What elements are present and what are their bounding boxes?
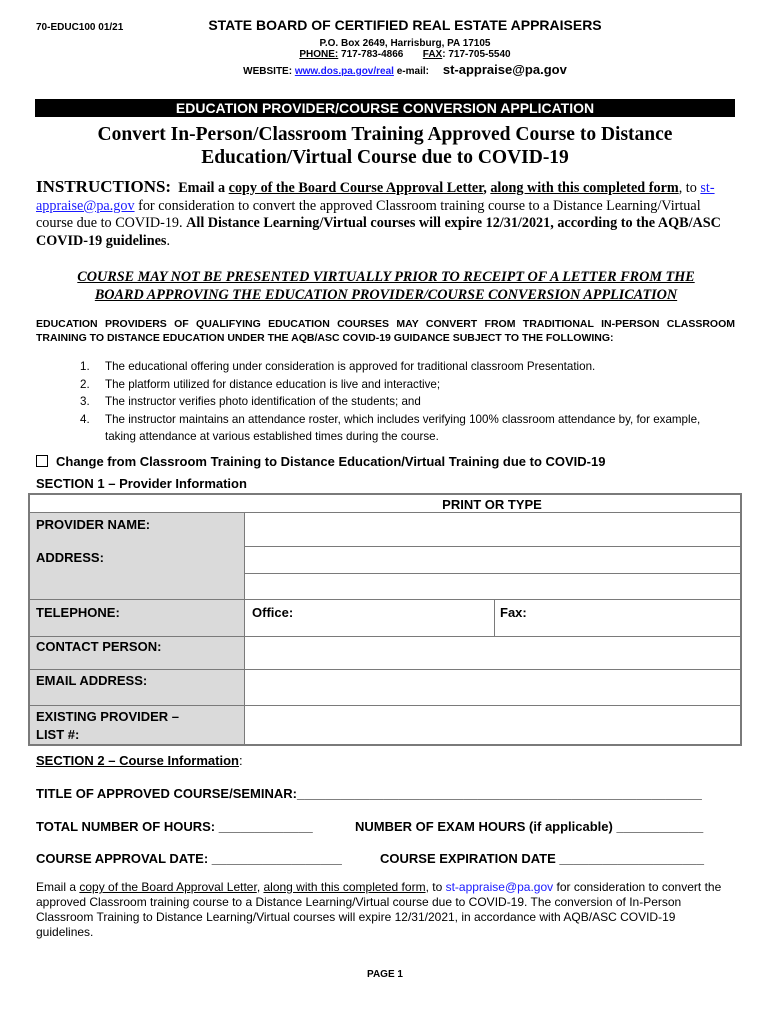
total-hours-field[interactable]: TOTAL NUMBER OF HOURS: _____________ xyxy=(36,819,313,834)
change-option-label: Change from Classroom Training to Distance Education/Virtual Training due to COVID-19 xyxy=(56,454,606,469)
print-or-type: PRINT OR TYPE xyxy=(442,497,542,512)
footer-text: copy of the Board Approval Letter xyxy=(79,880,257,894)
email-label: e-mail: xyxy=(396,66,429,77)
website-line xyxy=(150,62,660,77)
page-number: PAGE 1 xyxy=(367,969,403,980)
instructions-text: . xyxy=(166,232,171,249)
contact-person-field[interactable] xyxy=(246,638,739,668)
list-item xyxy=(80,393,730,411)
providers-note: EDUCATION PROVIDERS OF QUALIFYING EDUCATION COURSES MAY CONVERT FROM TRADITIONAL IN-PERSON CLASSROOM TRAINING TO DISTANCE EDUCATION UNDER THE AQB/ASC COVID-19 GUIDANCE SUBJECT TO THE FOLLOWING: xyxy=(36,318,735,344)
warning-line-2: BOARD APPROVING THE EDUCATION PROVIDER/COURSE CONVERSION APPLICATION xyxy=(94,287,678,303)
footer-text: along with this completed form xyxy=(263,880,426,894)
list-number: 3. xyxy=(80,395,90,408)
office-label: Office: xyxy=(252,605,294,620)
instructions-text: Email a xyxy=(178,180,229,196)
fax-label: Fax: xyxy=(500,605,527,620)
conditions-list xyxy=(80,358,730,446)
change-checkbox[interactable] xyxy=(36,455,48,467)
instructions-text: for consideration to convert the approved Classroom training course to a Distance Learning/Virtual course due to COVID-19. xyxy=(36,197,701,231)
instructions xyxy=(36,178,736,250)
provider-name-field[interactable] xyxy=(246,514,739,545)
list-text: The platform utilized for distance education is live and interactive; xyxy=(105,377,441,391)
email-address-field[interactable] xyxy=(246,671,739,704)
list-item xyxy=(80,376,730,394)
instructions-text: All Distance Learning/Virtual courses will expire 12/31/2021, according to the AQB/ASC COVID-19 guidelines xyxy=(36,215,721,249)
warning-notice xyxy=(36,268,736,304)
footer-email-link[interactable]: st-appraise@pa.gov xyxy=(445,880,554,894)
provider-name-label: PROVIDER NAME: xyxy=(36,517,151,532)
change-option xyxy=(36,454,605,469)
list-number: 1. xyxy=(80,360,90,373)
list-text: The educational offering under consideration is approved for traditional classroom Presentation. xyxy=(105,360,596,373)
board-address: P.O. Box 2649, Harrisburg, PA 17105 xyxy=(319,38,491,49)
list-text: The instructor verifies photo identification of the students; and xyxy=(105,395,421,408)
list-item xyxy=(80,411,730,446)
footer-text: , xyxy=(256,880,264,894)
telephone-label: TELEPHONE: xyxy=(36,605,120,620)
expiration-date-field[interactable]: COURSE EXPIRATION DATE ____________________ xyxy=(380,851,704,866)
fax-field[interactable] xyxy=(496,601,739,635)
section-1-heading: SECTION 1 – Provider Information xyxy=(36,476,247,491)
footer-text: Email a xyxy=(36,880,80,894)
list-number: 2. xyxy=(80,377,90,391)
section-2-colon: : xyxy=(238,753,243,768)
website-link[interactable]: www.dos.pa.gov/real xyxy=(294,66,394,77)
phone-number: 717-783-4866 xyxy=(341,49,404,60)
instructions-text: copy of the Board Course Approval Letter xyxy=(228,180,484,196)
existing-provider-line-1: EXISTING PROVIDER – xyxy=(36,709,180,724)
office-phone-field[interactable] xyxy=(246,601,493,635)
phone-label: PHONE: xyxy=(299,49,339,60)
section-2-label: SECTION 2 – Course Information xyxy=(36,753,239,768)
instructions-text: to xyxy=(685,180,701,196)
instructions-text: , xyxy=(483,180,491,196)
list-number: 4. xyxy=(80,412,90,426)
website-label: WEBSITE: xyxy=(243,66,293,77)
fax-number: : 717-705-5540 xyxy=(442,49,511,60)
instructions-text: , xyxy=(678,180,683,196)
title-line-2: Education/Virtual Course due to COVID-19 xyxy=(201,147,569,168)
list-text: The instructor maintains an attendance roster, which includes verifying 100% classroom attendance by, for example, taking attendance at various established times during the course. xyxy=(105,412,701,443)
title-line-1: Convert In-Person/Classroom Training Approved Course to Distance xyxy=(97,124,673,145)
email-address-label: EMAIL ADDRESS: xyxy=(36,673,148,688)
address-field[interactable] xyxy=(246,548,739,598)
header-email[interactable]: st-appraise@pa.gov xyxy=(442,62,567,77)
course-title-field[interactable]: TITLE OF APPROVED COURSE/SEMINAR:________________________________________________________ xyxy=(36,786,702,801)
instructions-lead: INSTRUCTIONS: xyxy=(36,177,172,196)
section-2-heading xyxy=(36,753,243,768)
existing-provider-line-2: LIST #: xyxy=(36,727,80,742)
banner: EDUCATION PROVIDER/COURSE CONVERSION APPLICATION xyxy=(35,99,735,117)
warning-line-1: COURSE MAY NOT BE PRESENTED VIRTUALLY PRIOR TO RECEIPT OF A LETTER FROM THE xyxy=(77,269,695,285)
list-item xyxy=(80,358,730,376)
instructions-email-link[interactable]: st-appraise@pa.gov xyxy=(36,180,715,214)
page-title xyxy=(35,123,735,169)
existing-provider-label xyxy=(36,708,179,744)
address-label: ADDRESS: xyxy=(36,550,104,565)
instructions-text: along with this completed form xyxy=(490,180,679,196)
phone-fax-line xyxy=(150,49,660,60)
existing-provider-field[interactable] xyxy=(246,707,739,743)
contact-person-label: CONTACT PERSON: xyxy=(36,639,162,654)
exam-hours-field[interactable]: NUMBER OF EXAM HOURS (if applicable) ____________ xyxy=(355,819,704,834)
fax-label: FAX xyxy=(422,49,443,60)
provider-info-table xyxy=(28,493,742,746)
form-code: 70-EDUC100 01/21 xyxy=(36,22,124,33)
footer-text: , to xyxy=(425,880,446,894)
footer-text: for consideration to convert the approved Classroom training course to a Distance Learning/Virtual course due to COVID-19. The conversion of In-Person Classroom Training to Distance Learning/Virtual courses will expire 12/31/2021, in accordance with AQB/ASC COVID-19 guidelines. xyxy=(36,880,722,939)
footer-note xyxy=(36,880,736,940)
board-title: STATE BOARD OF CERTIFIED REAL ESTATE APPRAISERS xyxy=(208,17,602,33)
approval-date-field[interactable]: COURSE APPROVAL DATE: __________________ xyxy=(36,851,342,866)
